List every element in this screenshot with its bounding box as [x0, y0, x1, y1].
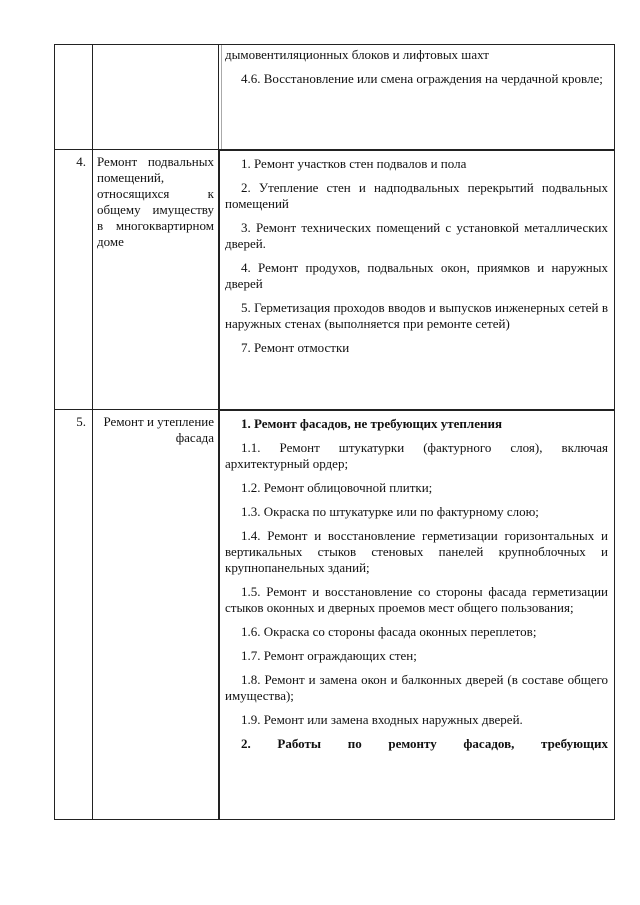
repair-works-table	[54, 44, 615, 820]
row-items	[219, 45, 615, 150]
list-item: 1. Ремонт участков стен подвалов и пола	[241, 156, 467, 171]
list-item: 3. Ремонт технических помещений с установкой металлических дверей.	[225, 220, 608, 251]
list-item: 1.6. Окраска со стороны фасада оконных переплетов;	[241, 624, 537, 639]
list-item: 5. Герметизация проходов вводов и выпусков инженерных сетей в наружных стенах (выполняется при ремонте сетей)	[225, 300, 608, 331]
list-item: 4.6. Восстановление или смена ограждения на чердачной кровле;	[241, 71, 603, 86]
row-number: 5.	[55, 410, 93, 820]
list-item: 7. Ремонт отмостки	[241, 340, 350, 355]
list-item: дымовентиляционных блоков и лифтовых шахт	[225, 47, 489, 62]
list-item: 1.8. Ремонт и замена окон и балконных дверей (в составе общего имущества);	[225, 672, 608, 703]
row-name: Ремонт и утепление фасада	[93, 410, 219, 820]
table-row	[55, 45, 615, 150]
row-number: 4.	[55, 150, 93, 410]
row-name: Ремонт подвальных помещений, относящихся к общему имуществу в многоквартирном доме	[93, 150, 219, 410]
section-heading: 1. Ремонт фасадов, не требующих утепления	[241, 416, 502, 431]
table-row	[55, 150, 615, 410]
list-item: 1.2. Ремонт облицовочной плитки;	[241, 480, 433, 495]
row-name	[93, 45, 219, 150]
list-item: 2. Утепление стен и надподвальных перекрытий подвальных помещений	[225, 180, 608, 211]
section-heading: 2. Работы по ремонту фасадов, требующих	[241, 736, 608, 751]
row-number	[55, 45, 93, 150]
row-items	[219, 410, 615, 820]
list-item: 1.4. Ремонт и восстановление герметизации горизонтальных и вертикальных стыков стеновых панелей крупноблочных и крупнопанельных зданий;	[225, 528, 608, 575]
list-item: 1.9. Ремонт или замена входных наружных дверей.	[241, 712, 523, 727]
list-item: 1.1. Ремонт штукатурки (фактурного слоя), включая архитектурный ордер;	[225, 440, 608, 471]
list-item: 1.3. Окраска по штукатурке или по фактурному слою;	[241, 504, 539, 519]
list-item: 4. Ремонт продухов, подвальных окон, приямков и наружных дверей	[225, 260, 608, 291]
row-items	[219, 150, 615, 410]
list-item: 1.5. Ремонт и восстановление со стороны фасада герметизации стыков оконных и дверных проемов мест общего пользования;	[225, 584, 608, 615]
list-item: 1.7. Ремонт ограждающих стен;	[241, 648, 417, 663]
table-row	[55, 410, 615, 820]
